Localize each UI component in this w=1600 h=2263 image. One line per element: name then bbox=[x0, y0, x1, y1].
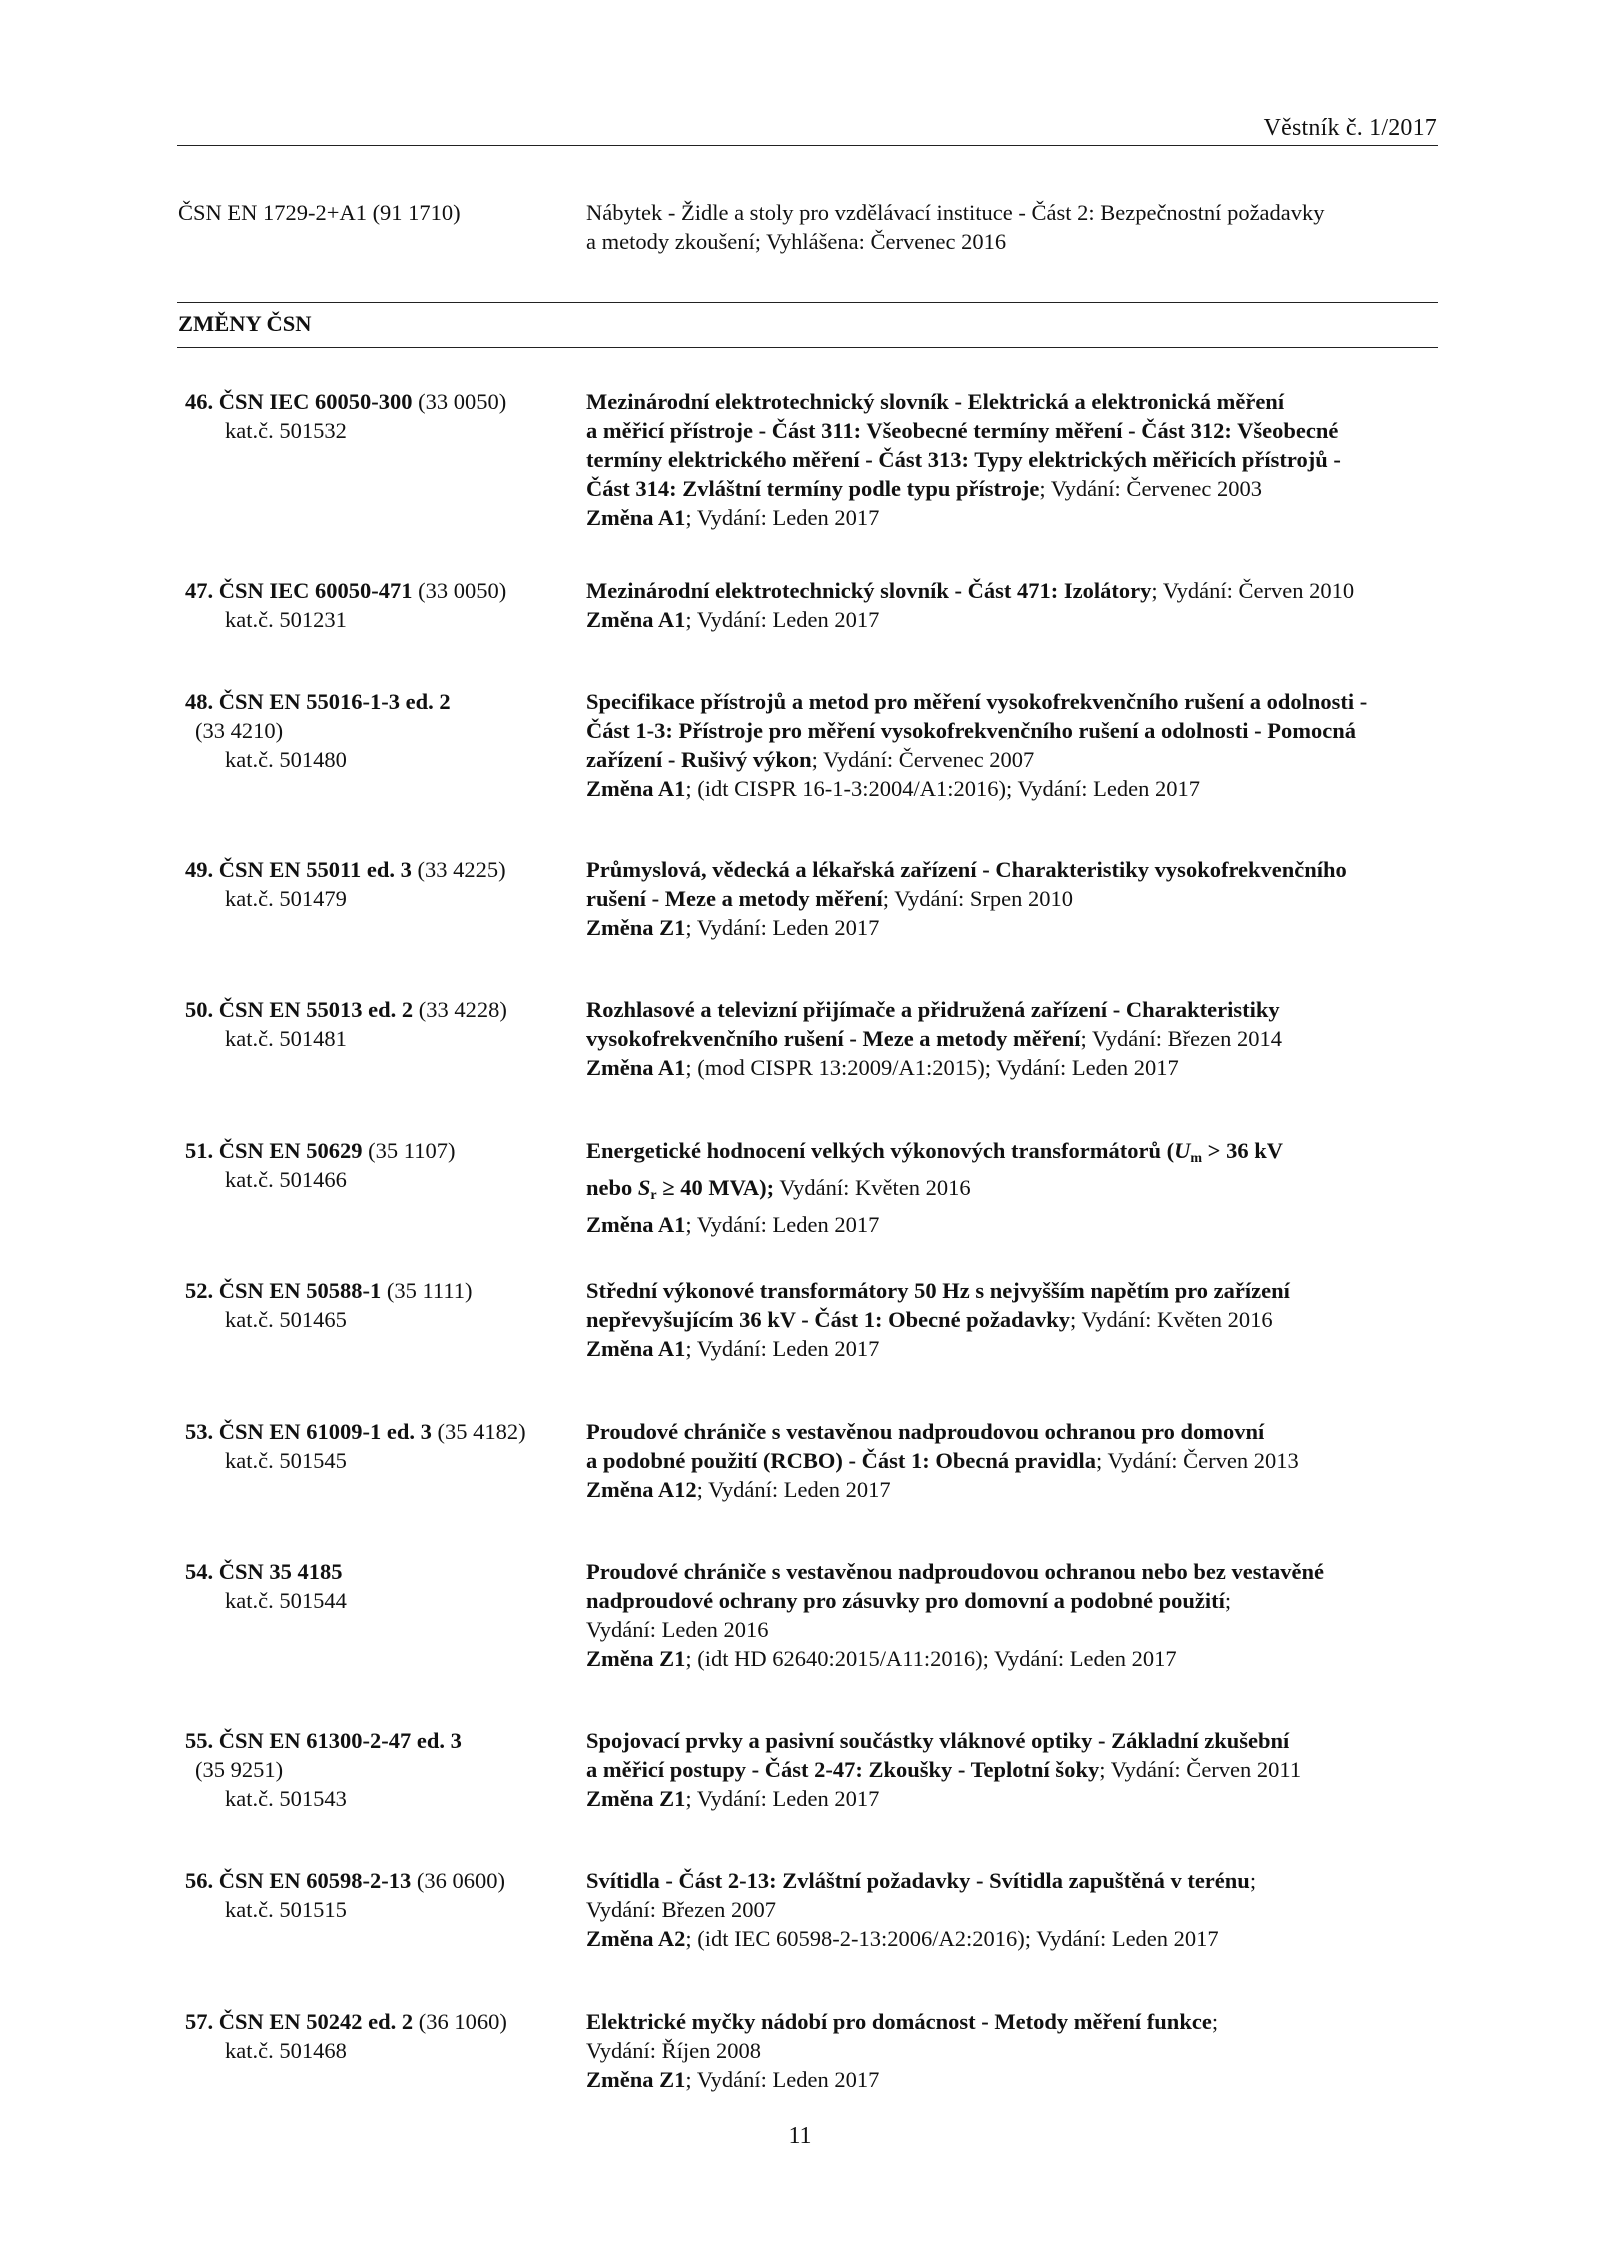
entry-number: 48. bbox=[185, 689, 214, 714]
entry-number: 52. bbox=[185, 1278, 214, 1303]
entry-ref bbox=[185, 387, 586, 576]
entry-number: 55. bbox=[185, 1728, 214, 1753]
change-entry-49 bbox=[185, 855, 1440, 995]
class-number: (35 9251) bbox=[195, 1757, 284, 1782]
entry-number: 57. bbox=[185, 2009, 214, 2034]
entry-description: Mezinárodní elektrotechnický slovník - Část 471: Izolátory; Vydání: Červen 2010 Změna A1; Vydání: Leden 2017 bbox=[586, 578, 1355, 632]
change-label: Změna A2 bbox=[586, 1926, 686, 1951]
catalog-number: kat.č. 501468 bbox=[225, 2038, 347, 2063]
change-list bbox=[185, 387, 1440, 2127]
change-label: Změna A1 bbox=[586, 1212, 686, 1237]
intro-line-2: a metody zkoušení; Vyhlášena: Červenec 2016 bbox=[586, 229, 1007, 254]
change-entry-56 bbox=[185, 1866, 1440, 2007]
section-rule-top bbox=[177, 302, 1438, 303]
entry-ref bbox=[185, 1866, 586, 2007]
entry-number: 49. bbox=[185, 857, 214, 882]
standard-code: ČSN EN 60598-2-13 bbox=[218, 1868, 412, 1893]
change-label: Změna A12 bbox=[586, 1477, 697, 1502]
entry-number: 54. bbox=[185, 1559, 214, 1584]
entry-description: Proudové chrániče s vestavěnou nadproudovou ochranou pro domovní a podobné použití (RCBO) - Část 1: Obecná pravidla; Vydání: Červen 2013 Změna A12; Vydání: Leden 2017 bbox=[586, 1419, 1299, 1502]
change-entry-54 bbox=[185, 1557, 1440, 1726]
entry-description: Rozhlasové a televizní přijímače a přidružená zařízení - Charakteristiky vysokofrekvenčního rušení - Meze a metody měření; Vydání: Březen 2014 Změna A1; (mod CISPR 13:2009/A1:2015); Vydání: Leden 2017 bbox=[586, 997, 1282, 1080]
catalog-number: kat.č. 501465 bbox=[225, 1307, 347, 1332]
change-entry-48 bbox=[185, 687, 1440, 855]
class-number: (36 0600) bbox=[416, 1868, 506, 1893]
class-number: (33 4228) bbox=[418, 997, 507, 1022]
change-label: Změna A1 bbox=[586, 1055, 686, 1080]
entry-number: 46. bbox=[185, 389, 214, 414]
standard-code: ČSN EN 61300-2-47 ed. 3 bbox=[218, 1728, 462, 1753]
entry-description: Elektrické myčky nádobí pro domácnost - Metody měření funkce; Vydání: Říjen 2008 Změna Z1; Vydání: Leden 2017 bbox=[586, 2009, 1219, 2092]
change-label: Změna Z1 bbox=[586, 1646, 686, 1671]
standard-code: ČSN IEC 60050-300 bbox=[218, 389, 413, 414]
entry-ref bbox=[185, 995, 586, 1136]
publication-title: Věstník č. 1/2017 bbox=[1263, 115, 1437, 141]
catalog-number: kat.č. 501545 bbox=[225, 1448, 347, 1473]
change-entry-51 bbox=[185, 1136, 1440, 1276]
entry-number: 53. bbox=[185, 1419, 214, 1444]
standard-code: ČSN EN 50588-1 bbox=[218, 1278, 382, 1303]
entry-number: 47. bbox=[185, 578, 214, 603]
entry-ref bbox=[185, 1276, 586, 1417]
entry-description: Energetické hodnocení velkých výkonových transformátorů ($U_m > 36$ kV nebo $S_r \ge 40$ MVA); Vydání: Květen 2016 Změna A1; Vydání: Leden 2017 bbox=[586, 1138, 1283, 1237]
change-label: Změna Z1 bbox=[586, 915, 686, 940]
header-rule bbox=[177, 145, 1438, 146]
change-label: Změna A1 bbox=[586, 1336, 686, 1361]
entry-ref bbox=[185, 1417, 586, 1557]
change-entry-47 bbox=[185, 576, 1440, 687]
catalog-number: kat.č. 501466 bbox=[225, 1167, 347, 1192]
entry-ref bbox=[185, 1557, 586, 1726]
class-number: (35 1107) bbox=[368, 1138, 456, 1163]
entry-description: Proudové chrániče s vestavěnou nadproudovou ochranou nebo bez vestavěné nadproudové ochrany pro zásuvky pro domovní a podobné použití; Vydání: Leden 2016 Změna Z1; (idt HD 62640:2015/A11:2016); Vydání: Leden 2017 bbox=[586, 1559, 1324, 1671]
standard-code: ČSN EN 50629 bbox=[218, 1138, 363, 1163]
entry-number: 51. bbox=[185, 1138, 214, 1163]
entry-description: Specifikace přístrojů a metod pro měření vysokofrekvenčního rušení a odolnosti - Část 1-3: Přístroje pro měření vysokofrekvenčního rušení a odolnosti - Pomocná zařízení - Rušivý výkon; Vydání: Červenec 2007 Změna A1; (idt CISPR 16-1-3:2004/A1:2016); Vydání: Leden 2017 bbox=[586, 689, 1368, 801]
entry-number: 50. bbox=[185, 997, 214, 1022]
entry-ref bbox=[185, 1136, 586, 1276]
entry-ref bbox=[185, 687, 586, 855]
change-entry-50 bbox=[185, 995, 1440, 1136]
change-entry-57 bbox=[185, 2007, 1440, 2127]
intro-description bbox=[586, 198, 1446, 256]
change-label: Změna A1 bbox=[586, 505, 686, 530]
entry-ref bbox=[185, 2007, 586, 2127]
catalog-number: kat.č. 501481 bbox=[225, 1026, 347, 1051]
entry-description: Střední výkonové transformátory 50 Hz s nejvyšším napětím pro zařízení nepřevyšujícím 36 kV - Část 1: Obecné požadavky; Vydání: Květen 2016 Změna A1; Vydání: Leden 2017 bbox=[586, 1278, 1290, 1361]
class-number: (36 1060) bbox=[418, 2009, 507, 2034]
entry-ref bbox=[185, 855, 586, 995]
class-number: (33 4225) bbox=[417, 857, 506, 882]
change-label: Změna A1 bbox=[586, 776, 686, 801]
catalog-number: kat.č. 501231 bbox=[225, 607, 347, 632]
catalog-number: kat.č. 501479 bbox=[225, 886, 347, 911]
change-entry-52 bbox=[185, 1276, 1440, 1417]
intro-code: ČSN EN 1729-2+A1 (91 1710) bbox=[178, 200, 461, 225]
class-number: (33 4210) bbox=[195, 718, 284, 743]
change-entry-46 bbox=[185, 387, 1440, 576]
class-number: (35 4182) bbox=[437, 1419, 526, 1444]
section-title: ZMĚNY ČSN bbox=[178, 311, 312, 336]
catalog-number: kat.č. 501480 bbox=[225, 747, 347, 772]
entry-description: Průmyslová, vědecká a lékařská zařízení - Charakteristiky vysokofrekvenčního rušení - Meze a metody měření; Vydání: Srpen 2010 Změna Z1; Vydání: Leden 2017 bbox=[586, 857, 1347, 940]
entry-description: Mezinárodní elektrotechnický slovník - Elektrická a elektronická měření a měřicí přístroje - Část 311: Všeobecné termíny měření - Část 312: Všeobecné termíny elektrického měření - Část 313: Typy elektrických měřicích přístrojů - Část 314: Zvláštní termíny podle typu přístroje; Vydání: Červenec 2003 Změna A1; Vydání: Leden 2017 bbox=[586, 389, 1341, 530]
entry-description: Svítidla - Část 2-13: Zvláštní požadavky - Svítidla zapuštěná v terénu; Vydání: Březen 2007 Změna A2; (idt IEC 60598-2-13:2006/A2:2016); Vydání: Leden 2017 bbox=[586, 1868, 1257, 1951]
change-entry-55 bbox=[185, 1726, 1440, 1866]
catalog-number: kat.č. 501543 bbox=[225, 1786, 347, 1811]
standard-code: ČSN EN 50242 ed. 2 bbox=[218, 2009, 414, 2034]
class-number: (33 0050) bbox=[418, 578, 507, 603]
intro-line-1: Nábytek - Židle a stoly pro vzdělávací instituce - Část 2: Bezpečnostní požadavky bbox=[586, 200, 1325, 225]
standard-code: ČSN 35 4185 bbox=[218, 1559, 343, 1584]
entry-ref bbox=[185, 576, 586, 687]
catalog-number: kat.č. 501515 bbox=[225, 1897, 347, 1922]
class-number: (33 0050) bbox=[418, 389, 507, 414]
class-number: (35 1111) bbox=[386, 1278, 473, 1303]
entry-description: Spojovací prvky a pasivní součástky vláknové optiky - Základní zkušební a měřicí postupy - Část 2-47: Zkoušky - Teplotní šoky; Vydání: Červen 2011 Změna Z1; Vydání: Leden 2017 bbox=[586, 1728, 1302, 1811]
entry-number: 56. bbox=[185, 1868, 214, 1893]
standard-code: ČSN IEC 60050-471 bbox=[218, 578, 413, 603]
catalog-number: kat.č. 501544 bbox=[225, 1588, 347, 1613]
standard-code: ČSN EN 61009-1 ed. 3 bbox=[218, 1419, 432, 1444]
change-entry-53 bbox=[185, 1417, 1440, 1557]
page-number: 11 bbox=[788, 2123, 812, 2149]
section-rule-bottom bbox=[177, 347, 1438, 348]
change-label: Změna Z1 bbox=[586, 2067, 686, 2092]
catalog-number: kat.č. 501532 bbox=[225, 418, 347, 443]
standard-code: ČSN EN 55011 ed. 3 bbox=[218, 857, 412, 882]
change-label: Změna A1 bbox=[586, 607, 686, 632]
entry-ref bbox=[185, 1726, 586, 1866]
standard-code: ČSN EN 55016-1-3 ed. 2 bbox=[218, 689, 451, 714]
standard-code: ČSN EN 55013 ed. 2 bbox=[218, 997, 414, 1022]
change-label: Změna Z1 bbox=[586, 1786, 686, 1811]
